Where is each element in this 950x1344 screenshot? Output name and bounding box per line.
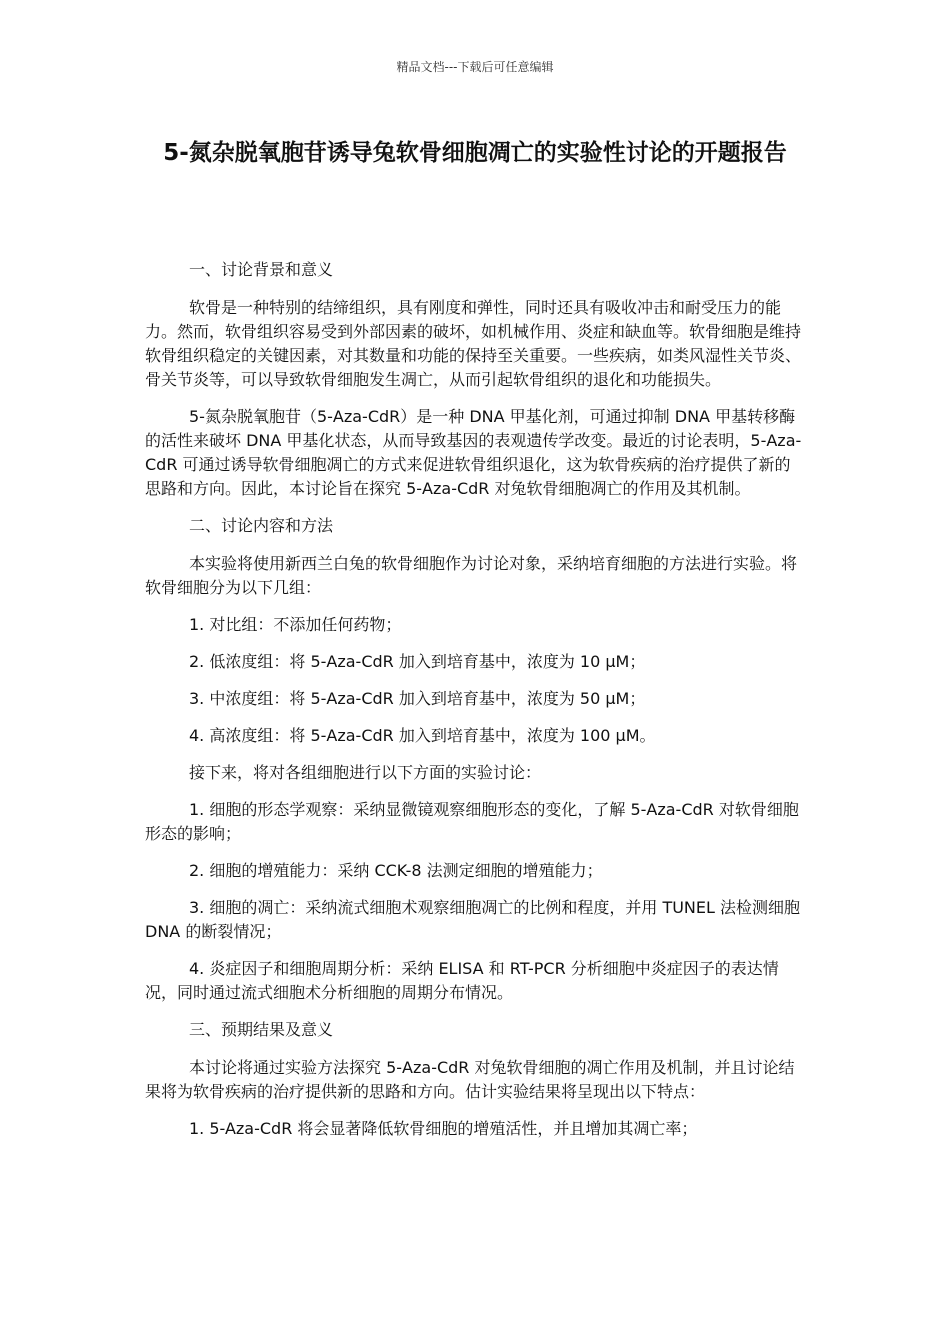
document-body [145,258,805,1154]
list-item: 2. 低浓度组：将 5-Aza-CdR 加入到培育基中，浓度为 10 μM； [189,652,646,671]
paragraph: 本实验将使用新西兰白兔的软骨细胞作为讨论对象，采纳培育细胞的方法进行实验。将软骨细胞分为以下几组： [145,554,798,597]
list-item: 1. 5-Aza-CdR 将会显著降低软骨细胞的增殖活性，并且增加其凋亡率； [189,1119,698,1138]
list-item: 3. 细胞的凋亡：采纳流式细胞术观察细胞凋亡的比例和程度，并用 TUNEL 法检测细胞 DNA 的断裂情况； [145,898,801,941]
paragraph: 本讨论将通过实验方法探究 5-Aza-CdR 对兔软骨细胞的凋亡作用及机制，并且讨论结果将为软骨疾病的治疗提供新的思路和方向。估计实验结果将呈现出以下特点： [145,1058,795,1101]
list-item: 1. 对比组：不添加任何药物； [189,615,402,634]
list-item: 1. 细胞的形态学观察：采纳显微镜观察细胞形态的变化，了解 5-Aza-CdR 对软骨细胞形态的影响； [145,800,799,843]
paragraph: 5-氮杂脱氧胞苷（5-Aza-CdR）是一种 DNA 甲基化剂，可通过抑制 DNA 甲基转移酶的活性来破坏 DNA 甲基化状态，从而导致基因的表观遗传学改变。最近的讨论表明，5-Aza-CdR 可通过诱导软骨细胞凋亡的方式来促进软骨组织退化，这为软骨疾病的治疗提供了新的思路和方向。因此，本讨论旨在探究 5-Aza-CdR 对兔软骨细胞凋亡的作用及其机制。 [145,407,802,498]
list-item: 4. 炎症因子和细胞周期分析：采纳 ELISA 和 RT-PCR 分析细胞中炎症因子的表达情况，同时通过流式细胞术分析细胞的周期分布情况。 [145,959,779,1002]
paragraph: 软骨是一种特别的结缔组织，具有刚度和弹性，同时还具有吸收冲击和耐受压力的能力。然而，软骨组织容易受到外部因素的破坏，如机械作用、炎症和缺血等。软骨细胞是维持软骨组织稳定的关键因素，对其数量和功能的保持至关重要。一些疾病，如类风湿性关节炎、骨关节炎等，可以导致软骨细胞发生凋亡，从而引起软骨组织的退化和功能损失。 [145,298,802,389]
section-heading: 三、预期结果及意义 [189,1020,334,1039]
section-heading: 二、讨论内容和方法 [189,516,334,535]
paragraph: 接下来，将对各组细胞进行以下方面的实验讨论： [189,763,542,782]
list-item: 4. 高浓度组：将 5-Aza-CdR 加入到培育基中，浓度为 100 μM。 [189,726,656,745]
list-item: 3. 中浓度组：将 5-Aza-CdR 加入到培育基中，浓度为 50 μM； [189,689,646,708]
document-title: 5-氮杂脱氧胞苷诱导兔软骨细胞凋亡的实验性讨论的开题报告 [163,140,787,166]
list-item: 2. 细胞的增殖能力：采纳 CCK-8 法测定细胞的增殖能力； [189,861,603,880]
header-note: 精品文档---下载后可任意编辑 [396,60,554,74]
section-heading: 一、讨论背景和意义 [189,260,334,279]
